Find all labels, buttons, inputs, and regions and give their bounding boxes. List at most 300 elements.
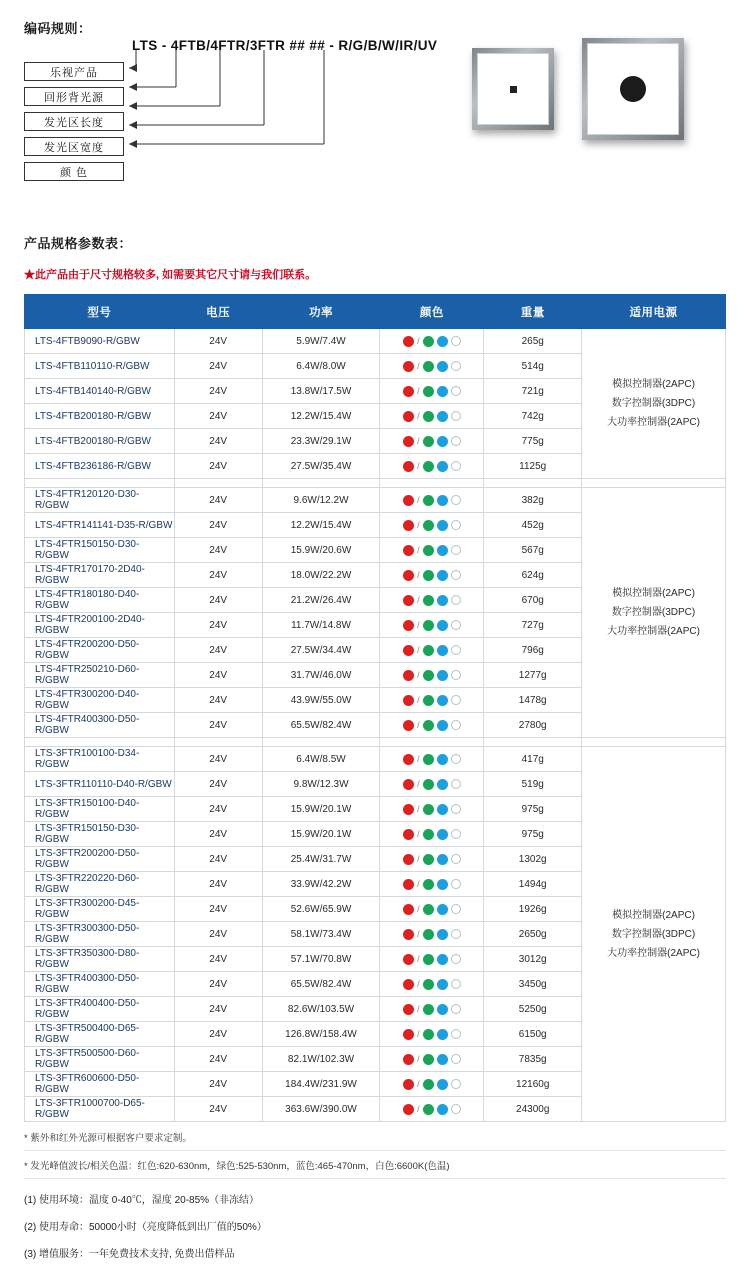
cell-model: LTS-4FTB110110-R/GBW (25, 354, 175, 379)
cell-voltage: 24V (174, 972, 262, 997)
swatch-red-icon (403, 779, 414, 790)
swatch-separator: / (417, 929, 420, 939)
gap-cell (174, 479, 262, 488)
swatch-red-icon (403, 695, 414, 706)
cell-model: LTS-3FTR150100-D40-R/GBW (25, 797, 175, 822)
swatch-red-icon (403, 595, 414, 606)
cell-weight: 721g (484, 379, 582, 404)
cell-power: 82.1W/102.3W (262, 1047, 380, 1072)
cell-model: LTS-4FTR170170-2D40-R/GBW (25, 563, 175, 588)
swatch-separator: / (417, 904, 420, 914)
swatch-red-icon (403, 436, 414, 447)
cell-voltage: 24V (174, 563, 262, 588)
cell-voltage: 24V (174, 797, 262, 822)
power-supply-option-2: 大功率控制器(2APC) (607, 626, 700, 637)
cell-voltage: 24V (174, 772, 262, 797)
swatch-separator: / (417, 1054, 420, 1064)
swatch-white-icon (451, 620, 461, 630)
spec-table-head (25, 295, 726, 329)
swatch-separator: / (417, 495, 420, 505)
cell-power: 15.9W/20.1W (262, 822, 380, 847)
cell-power-supply (582, 329, 726, 479)
cell-voltage: 24V (174, 872, 262, 897)
swatch-blue-icon (437, 386, 448, 397)
swatch-blue-icon (437, 1104, 448, 1115)
color-swatches (380, 797, 484, 822)
color-swatches (380, 354, 484, 379)
color-swatches (380, 922, 484, 947)
swatch-blue-icon (437, 1054, 448, 1065)
swatch-separator: / (417, 545, 420, 555)
panel-frame-2 (582, 38, 684, 140)
cell-power: 27.5W/35.4W (262, 454, 380, 479)
cell-weight: 382g (484, 488, 582, 513)
cell-weight: 2780g (484, 713, 582, 738)
color-swatches (380, 329, 484, 354)
cell-weight: 452g (484, 513, 582, 538)
cell-power: 15.9W/20.1W (262, 797, 380, 822)
color-swatches (380, 1047, 484, 1072)
cell-weight: 796g (484, 638, 582, 663)
color-swatches (380, 688, 484, 713)
cell-power: 33.9W/42.2W (262, 872, 380, 897)
cell-weight: 1494g (484, 872, 582, 897)
swatch-green-icon (423, 779, 434, 790)
swatch-blue-icon (437, 595, 448, 606)
spec-header-row (25, 295, 726, 329)
coding-label-0: 乐视产品 (24, 62, 124, 81)
square-aperture-icon (510, 86, 517, 93)
cell-weight: 5250g (484, 997, 582, 1022)
color-swatches (380, 772, 484, 797)
swatch-white-icon (451, 754, 461, 764)
cell-voltage: 24V (174, 404, 262, 429)
swatch-green-icon (423, 336, 434, 347)
color-swatches (380, 663, 484, 688)
swatch-separator: / (417, 854, 420, 864)
table-row (25, 488, 726, 513)
cell-voltage: 24V (174, 663, 262, 688)
cell-voltage: 24V (174, 688, 262, 713)
swatch-separator: / (417, 595, 420, 605)
spec-table (24, 294, 726, 1122)
swatch-red-icon (403, 854, 414, 865)
cell-model: LTS-4FTR250210-D60-R/GBW (25, 663, 175, 688)
color-swatches (380, 1097, 484, 1122)
cell-voltage: 24V (174, 538, 262, 563)
coding-rule-section (0, 0, 750, 179)
swatch-separator: / (417, 954, 420, 964)
swatch-red-icon (403, 879, 414, 890)
table-group-gap (25, 479, 726, 488)
cell-power: 31.7W/46.0W (262, 663, 380, 688)
coding-label-1: 回形背光源 (24, 87, 124, 106)
swatch-green-icon (423, 386, 434, 397)
cell-weight: 775g (484, 429, 582, 454)
swatch-green-icon (423, 695, 434, 706)
color-swatches (380, 713, 484, 738)
gap-cell (484, 479, 582, 488)
cell-weight: 1926g (484, 897, 582, 922)
swatch-white-icon (451, 520, 461, 530)
table-row (25, 329, 726, 354)
swatch-red-icon (403, 929, 414, 940)
header-power: 功率 (262, 295, 380, 329)
swatch-blue-icon (437, 545, 448, 556)
swatch-blue-icon (437, 954, 448, 965)
cell-voltage: 24V (174, 1097, 262, 1122)
cell-weight: 2650g (484, 922, 582, 947)
cell-power: 126.8W/158.4W (262, 1022, 380, 1047)
header-weight: 重量 (484, 295, 582, 329)
cell-power: 6.4W/8.0W (262, 354, 380, 379)
swatch-green-icon (423, 461, 434, 472)
coding-rule-labels (24, 62, 124, 187)
cell-voltage: 24V (174, 588, 262, 613)
swatch-separator: / (417, 461, 420, 471)
cell-weight: 6150g (484, 1022, 582, 1047)
swatch-blue-icon (437, 411, 448, 422)
swatch-green-icon (423, 879, 434, 890)
cell-weight: 265g (484, 329, 582, 354)
cell-weight: 3012g (484, 947, 582, 972)
cell-power: 58.1W/73.4W (262, 922, 380, 947)
cell-weight: 24300g (484, 1097, 582, 1122)
cell-power: 52.6W/65.9W (262, 897, 380, 922)
swatch-blue-icon (437, 645, 448, 656)
swatch-green-icon (423, 495, 434, 506)
power-supply-option-0: 模拟控制器(2APC) (612, 588, 695, 599)
cell-weight: 1302g (484, 847, 582, 872)
swatch-red-icon (403, 620, 414, 631)
color-swatches (380, 613, 484, 638)
swatch-white-icon (451, 670, 461, 680)
footnotes-section (0, 1191, 750, 1260)
header-voltage: 电压 (174, 295, 262, 329)
swatch-blue-icon (437, 720, 448, 731)
panel-inner-2 (587, 43, 679, 135)
swatch-separator: / (417, 1004, 420, 1014)
cell-model: LTS-3FTR500400-D65-R/GBW (25, 1022, 175, 1047)
coding-label-3: 发光区宽度 (24, 137, 124, 156)
power-supply-option-2: 大功率控制器(2APC) (607, 947, 700, 959)
swatch-white-icon (451, 929, 461, 939)
swatch-red-icon (403, 645, 414, 656)
swatch-white-icon (451, 545, 461, 555)
swatch-blue-icon (437, 929, 448, 940)
cell-model: LTS-4FTB200180-R/GBW (25, 429, 175, 454)
swatch-green-icon (423, 1029, 434, 1040)
cell-model: LTS-4FTB236186-R/GBW (25, 454, 175, 479)
cell-power: 12.2W/15.4W (262, 404, 380, 429)
swatch-green-icon (423, 854, 434, 865)
cell-model: LTS-3FTR400300-D50-R/GBW (25, 972, 175, 997)
cell-power-supply (582, 747, 726, 1122)
cell-voltage: 24V (174, 1072, 262, 1097)
product-photo-round-aperture (582, 38, 684, 140)
cell-model: LTS-3FTR200200-D50-R/GBW (25, 847, 175, 872)
gap-cell (174, 738, 262, 747)
swatch-green-icon (423, 954, 434, 965)
swatch-green-icon (423, 570, 434, 581)
swatch-separator: / (417, 1079, 420, 1089)
swatch-green-icon (423, 829, 434, 840)
swatch-green-icon (423, 904, 434, 915)
cell-voltage: 24V (174, 638, 262, 663)
swatch-blue-icon (437, 829, 448, 840)
cell-voltage: 24V (174, 429, 262, 454)
cell-weight: 975g (484, 797, 582, 822)
cell-model: LTS-4FTR120120-D30-R/GBW (25, 488, 175, 513)
swatch-blue-icon (437, 754, 448, 765)
swatch-red-icon (403, 904, 414, 915)
coding-label-4: 颜 色 (24, 162, 124, 181)
swatch-blue-icon (437, 879, 448, 890)
cell-voltage: 24V (174, 747, 262, 772)
swatch-white-icon (451, 1079, 461, 1089)
header-power-supply: 适用电源 (582, 295, 726, 329)
swatch-red-icon (403, 361, 414, 372)
cell-voltage: 24V (174, 922, 262, 947)
cell-voltage: 24V (174, 613, 262, 638)
cell-model: LTS-3FTR150150-D30-R/GBW (25, 822, 175, 847)
swatch-white-icon (451, 1104, 461, 1114)
power-supply-option-1: 数字控制器(3DPC) (611, 607, 696, 618)
swatch-white-icon (451, 779, 461, 789)
cell-voltage: 24V (174, 822, 262, 847)
gap-cell (380, 738, 484, 747)
swatch-blue-icon (437, 336, 448, 347)
footnote-0: (1) 使用环境：温度 0-40℃，湿度 20-85%（非冻结） (24, 1195, 260, 1206)
color-swatches (380, 947, 484, 972)
spec-warning-note: ★此产品由于尺寸规格较多, 如需要其它尺寸请与我们联系。 (24, 269, 317, 281)
table-footnote-0: * 紫外和红外光源可根据客户要求定制。 (24, 1130, 726, 1151)
cell-model: LTS-4FTR150150-D30-R/GBW (25, 538, 175, 563)
gap-cell (484, 738, 582, 747)
swatch-red-icon (403, 720, 414, 731)
swatch-green-icon (423, 545, 434, 556)
swatch-blue-icon (437, 1004, 448, 1015)
cell-power: 11.7W/14.8W (262, 613, 380, 638)
cell-power: 363.6W/390.0W (262, 1097, 380, 1122)
swatch-green-icon (423, 595, 434, 606)
cell-model: LTS-4FTR180180-D40-R/GBW (25, 588, 175, 613)
cell-model: LTS-3FTR300200-D45-R/GBW (25, 897, 175, 922)
swatch-separator: / (417, 386, 420, 396)
swatch-blue-icon (437, 854, 448, 865)
cell-weight: 3450g (484, 972, 582, 997)
swatch-green-icon (423, 1004, 434, 1015)
power-supply-option-0: 模拟控制器(2APC) (612, 379, 695, 390)
cell-voltage: 24V (174, 329, 262, 354)
swatch-green-icon (423, 411, 434, 422)
round-aperture-icon (620, 76, 646, 102)
cell-model: LTS-4FTR400300-D50-R/GBW (25, 713, 175, 738)
cell-power: 23.3W/29.1W (262, 429, 380, 454)
swatch-white-icon (451, 1054, 461, 1064)
panel-frame-1 (472, 48, 554, 130)
cell-weight: 1277g (484, 663, 582, 688)
gap-cell (262, 479, 380, 488)
cell-power: 5.9W/7.4W (262, 329, 380, 354)
swatch-separator: / (417, 1029, 420, 1039)
swatch-green-icon (423, 670, 434, 681)
cell-power-supply (582, 488, 726, 738)
swatch-green-icon (423, 720, 434, 731)
color-swatches (380, 972, 484, 997)
swatch-blue-icon (437, 570, 448, 581)
swatch-red-icon (403, 386, 414, 397)
color-swatches (380, 538, 484, 563)
table-row (25, 747, 726, 772)
cell-model: LTS-3FTR1000700-D65-R/GBW (25, 1097, 175, 1122)
cell-weight: 7835g (484, 1047, 582, 1072)
swatch-blue-icon (437, 520, 448, 531)
color-swatches (380, 747, 484, 772)
cell-model: LTS-4FTR300200-D40-R/GBW (25, 688, 175, 713)
swatch-separator: / (417, 570, 420, 580)
color-swatches (380, 454, 484, 479)
panel-inner-1 (477, 53, 549, 125)
swatch-blue-icon (437, 461, 448, 472)
swatch-green-icon (423, 620, 434, 631)
cell-voltage: 24V (174, 713, 262, 738)
table-footnote-1: * 发光峰值波长/相关色温：红色:620-630nm，绿色:525-530nm，蓝色:465-470nm，白色:6600K(色温) (24, 1158, 726, 1179)
cell-voltage: 24V (174, 379, 262, 404)
cell-power: 21.2W/26.4W (262, 588, 380, 613)
swatch-red-icon (403, 461, 414, 472)
footnote-2: (3) 增值服务：一年免费技术支持, 免费出借样品 (24, 1249, 235, 1260)
gap-cell (25, 479, 175, 488)
swatch-red-icon (403, 336, 414, 347)
power-supply-option-1: 数字控制器(3DPC) (611, 398, 696, 409)
swatch-separator: / (417, 645, 420, 655)
swatch-white-icon (451, 804, 461, 814)
gap-cell (25, 738, 175, 747)
swatch-separator: / (417, 979, 420, 989)
swatch-red-icon (403, 495, 414, 506)
swatch-blue-icon (437, 1079, 448, 1090)
swatch-white-icon (451, 461, 461, 471)
cell-model: LTS-3FTR220220-D60-R/GBW (25, 872, 175, 897)
swatch-red-icon (403, 1054, 414, 1065)
swatch-green-icon (423, 1104, 434, 1115)
swatch-blue-icon (437, 670, 448, 681)
spec-section (0, 233, 750, 1179)
coding-rule-title: 编码规则： (24, 21, 92, 36)
product-photo-square-aperture (472, 48, 554, 130)
swatch-separator: / (417, 879, 420, 889)
swatch-blue-icon (437, 495, 448, 506)
cell-power: 9.8W/12.3W (262, 772, 380, 797)
swatch-blue-icon (437, 804, 448, 815)
swatch-blue-icon (437, 904, 448, 915)
cell-power: 25.4W/31.7W (262, 847, 380, 872)
color-swatches (380, 638, 484, 663)
coding-rule-string: LTS - 4FTB/4FTR/3FTR ## ## - R/G/B/W/IR/UV (132, 38, 438, 53)
spec-table-body (25, 329, 726, 1122)
swatch-separator: / (417, 1104, 420, 1114)
cell-model: LTS-3FTR110110-D40-R/GBW (25, 772, 175, 797)
cell-model: LTS-3FTR400400-D50-R/GBW (25, 997, 175, 1022)
cell-voltage: 24V (174, 513, 262, 538)
swatch-white-icon (451, 695, 461, 705)
swatch-red-icon (403, 829, 414, 840)
swatch-red-icon (403, 520, 414, 531)
cell-model: LTS-3FTR350300-D80-R/GBW (25, 947, 175, 972)
color-swatches (380, 488, 484, 513)
swatch-white-icon (451, 1004, 461, 1014)
swatch-separator: / (417, 411, 420, 421)
swatch-green-icon (423, 929, 434, 940)
cell-weight: 417g (484, 747, 582, 772)
swatch-red-icon (403, 570, 414, 581)
cell-power: 184.4W/231.9W (262, 1072, 380, 1097)
cell-power: 65.5W/82.4W (262, 713, 380, 738)
swatch-separator: / (417, 829, 420, 839)
swatch-white-icon (451, 595, 461, 605)
swatch-green-icon (423, 979, 434, 990)
color-swatches (380, 379, 484, 404)
swatch-white-icon (451, 645, 461, 655)
swatch-red-icon (403, 979, 414, 990)
color-swatches (380, 997, 484, 1022)
gap-cell (582, 479, 726, 488)
cell-power: 9.6W/12.2W (262, 488, 380, 513)
swatch-green-icon (423, 645, 434, 656)
cell-power: 13.8W/17.5W (262, 379, 380, 404)
swatch-green-icon (423, 1079, 434, 1090)
cell-voltage: 24V (174, 354, 262, 379)
cell-model: LTS-4FTB140140-R/GBW (25, 379, 175, 404)
swatch-separator: / (417, 695, 420, 705)
color-swatches (380, 1072, 484, 1097)
swatch-red-icon (403, 804, 414, 815)
cell-voltage: 24V (174, 454, 262, 479)
swatch-separator: / (417, 361, 420, 371)
swatch-red-icon (403, 1004, 414, 1015)
cell-power: 82.6W/103.5W (262, 997, 380, 1022)
cell-voltage: 24V (174, 488, 262, 513)
cell-model: LTS-4FTB9090-R/GBW (25, 329, 175, 354)
cell-power: 27.5W/34.4W (262, 638, 380, 663)
color-swatches (380, 872, 484, 897)
color-swatches (380, 429, 484, 454)
header-model: 型号 (25, 295, 175, 329)
swatch-green-icon (423, 436, 434, 447)
cell-voltage: 24V (174, 897, 262, 922)
cell-weight: 975g (484, 822, 582, 847)
color-swatches (380, 822, 484, 847)
swatch-white-icon (451, 954, 461, 964)
footnote-1: (2) 使用寿命：50000小时（亮度降低到出厂值的50%） (24, 1222, 267, 1233)
cell-power: 43.9W/55.0W (262, 688, 380, 713)
color-swatches (380, 563, 484, 588)
cell-weight: 514g (484, 354, 582, 379)
swatch-white-icon (451, 1029, 461, 1039)
swatch-white-icon (451, 386, 461, 396)
swatch-separator: / (417, 670, 420, 680)
cell-voltage: 24V (174, 1047, 262, 1072)
swatch-green-icon (423, 520, 434, 531)
product-photos (472, 38, 732, 168)
power-supply-option-2: 大功率控制器(2APC) (607, 417, 700, 428)
swatch-green-icon (423, 804, 434, 815)
swatch-separator: / (417, 336, 420, 346)
swatch-white-icon (451, 361, 461, 371)
cell-power: 6.4W/8.5W (262, 747, 380, 772)
swatch-blue-icon (437, 779, 448, 790)
